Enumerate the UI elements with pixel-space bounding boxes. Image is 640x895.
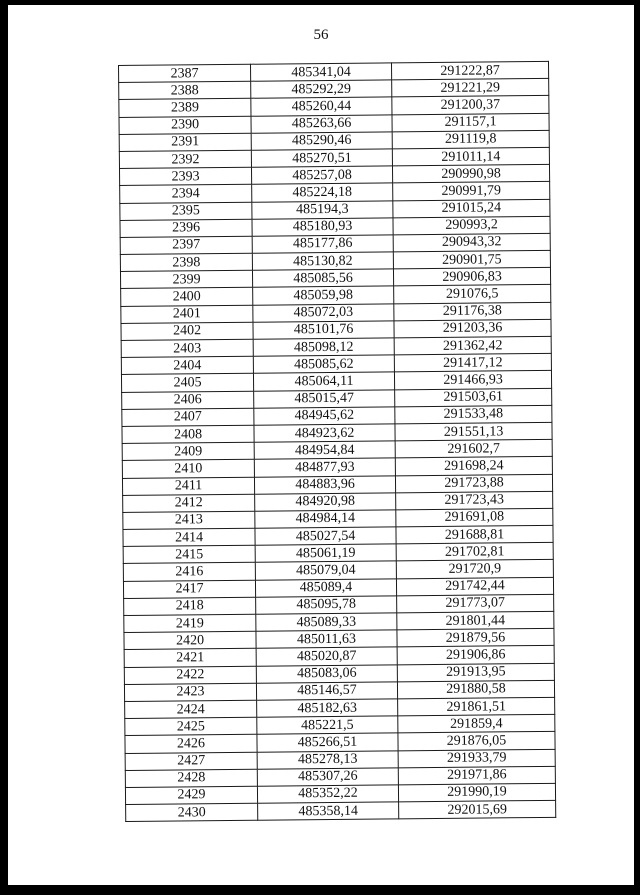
point-number-cell: 2398 bbox=[120, 253, 252, 271]
point-number-cell: 2402 bbox=[121, 322, 253, 340]
x-coordinate-cell: 484920,98 bbox=[255, 493, 396, 512]
point-number-cell: 2420 bbox=[124, 631, 256, 649]
x-coordinate-cell: 485182,63 bbox=[257, 699, 398, 718]
x-coordinate-cell: 485020,87 bbox=[256, 647, 397, 666]
point-number-cell: 2406 bbox=[122, 391, 254, 409]
point-number-cell: 2429 bbox=[125, 786, 257, 804]
y-coordinate-cell: 291723,43 bbox=[396, 491, 553, 510]
x-coordinate-cell: 485257,08 bbox=[251, 166, 392, 185]
point-number-cell: 2414 bbox=[123, 528, 255, 546]
point-number-cell: 2403 bbox=[121, 339, 253, 357]
y-coordinate-cell: 291933,79 bbox=[398, 749, 555, 768]
y-coordinate-cell: 291773,07 bbox=[397, 594, 554, 613]
y-coordinate-cell: 291698,24 bbox=[395, 457, 552, 476]
x-coordinate-cell: 485089,33 bbox=[256, 613, 397, 632]
point-number-cell: 2411 bbox=[122, 477, 254, 495]
y-coordinate-cell: 291906,86 bbox=[397, 646, 554, 665]
point-number-cell: 2418 bbox=[124, 597, 256, 615]
point-number-cell: 2405 bbox=[121, 374, 253, 392]
y-coordinate-cell: 291723,88 bbox=[395, 474, 552, 493]
x-coordinate-cell: 485061,19 bbox=[255, 544, 396, 563]
point-number-cell: 2426 bbox=[125, 735, 257, 753]
y-coordinate-cell: 291691,08 bbox=[396, 508, 553, 527]
point-number-cell: 2408 bbox=[122, 425, 254, 443]
point-number-cell: 2390 bbox=[119, 116, 251, 134]
y-coordinate-cell: 291119,8 bbox=[392, 130, 549, 149]
y-coordinate-cell: 291533,48 bbox=[395, 405, 552, 424]
y-coordinate-cell: 290991,79 bbox=[393, 182, 550, 201]
point-number-cell: 2421 bbox=[124, 649, 256, 667]
x-coordinate-cell: 485079,04 bbox=[255, 561, 396, 580]
y-coordinate-cell: 291880,58 bbox=[397, 680, 554, 699]
point-number-cell: 2407 bbox=[122, 408, 254, 426]
y-coordinate-cell: 291861,51 bbox=[398, 697, 555, 716]
point-number-cell: 2424 bbox=[125, 700, 257, 718]
point-number-cell: 2387 bbox=[119, 64, 251, 82]
x-coordinate-cell: 485177,86 bbox=[252, 235, 393, 254]
y-coordinate-cell: 290901,75 bbox=[393, 250, 550, 269]
y-coordinate-cell: 291015,24 bbox=[393, 199, 550, 218]
y-coordinate-cell: 291221,29 bbox=[392, 79, 549, 98]
point-number-cell: 2413 bbox=[123, 511, 255, 529]
point-number-cell: 2400 bbox=[121, 288, 253, 306]
x-coordinate-cell: 484984,14 bbox=[255, 510, 396, 529]
x-coordinate-cell: 485290,46 bbox=[251, 132, 392, 151]
point-number-cell: 2409 bbox=[122, 442, 254, 460]
point-number-cell: 2425 bbox=[125, 717, 257, 735]
page-number: 56 bbox=[313, 27, 329, 43]
coordinates-table-body bbox=[119, 61, 556, 821]
y-coordinate-cell: 291801,44 bbox=[397, 611, 554, 630]
point-number-cell: 2391 bbox=[119, 133, 251, 151]
point-number-cell: 2415 bbox=[123, 545, 255, 563]
x-coordinate-cell: 485278,13 bbox=[257, 750, 398, 769]
y-coordinate-cell: 291702,81 bbox=[396, 543, 553, 562]
x-coordinate-cell: 485266,51 bbox=[257, 733, 398, 752]
x-coordinate-cell: 485085,62 bbox=[253, 355, 394, 374]
x-coordinate-cell: 485260,44 bbox=[251, 97, 392, 116]
x-coordinate-cell: 485101,76 bbox=[253, 321, 394, 340]
y-coordinate-cell: 291913,95 bbox=[397, 663, 554, 682]
y-coordinate-cell: 291222,87 bbox=[391, 61, 548, 80]
y-coordinate-cell: 291362,42 bbox=[394, 336, 551, 355]
y-coordinate-cell: 291859,4 bbox=[398, 714, 555, 733]
point-number-cell: 2389 bbox=[119, 99, 251, 117]
point-number-cell: 2419 bbox=[124, 614, 256, 632]
point-number-cell: 2392 bbox=[119, 150, 251, 168]
x-coordinate-cell: 485015,47 bbox=[254, 389, 395, 408]
x-coordinate-cell: 484883,96 bbox=[254, 475, 395, 494]
y-coordinate-cell: 291203,36 bbox=[394, 319, 551, 338]
y-coordinate-cell: 291742,44 bbox=[396, 577, 553, 596]
point-number-cell: 2430 bbox=[126, 803, 258, 821]
y-coordinate-cell: 290906,83 bbox=[393, 268, 550, 287]
x-coordinate-cell: 485292,29 bbox=[251, 80, 392, 99]
x-coordinate-cell: 485095,78 bbox=[256, 596, 397, 615]
y-coordinate-cell: 291176,38 bbox=[394, 302, 551, 321]
x-coordinate-cell: 485307,26 bbox=[257, 768, 398, 787]
x-coordinate-cell: 485224,18 bbox=[252, 183, 393, 202]
x-coordinate-cell: 484877,93 bbox=[254, 458, 395, 477]
document-page bbox=[8, 5, 634, 885]
point-number-cell: 2401 bbox=[121, 305, 253, 323]
x-coordinate-cell: 485341,04 bbox=[250, 63, 391, 82]
x-coordinate-cell: 485180,93 bbox=[252, 218, 393, 237]
x-coordinate-cell: 485098,12 bbox=[253, 338, 394, 357]
y-coordinate-cell: 292015,69 bbox=[399, 800, 556, 819]
x-coordinate-cell: 485352,22 bbox=[257, 785, 398, 804]
point-number-cell: 2412 bbox=[123, 494, 255, 512]
x-coordinate-cell: 485146,57 bbox=[256, 682, 397, 701]
point-number-cell: 2427 bbox=[125, 752, 257, 770]
point-number-cell: 2416 bbox=[123, 563, 255, 581]
coordinates-table-wrapper bbox=[118, 61, 555, 822]
point-number-cell: 2395 bbox=[120, 202, 252, 220]
x-coordinate-cell: 485130,82 bbox=[252, 252, 393, 271]
x-coordinate-cell: 485059,98 bbox=[253, 286, 394, 305]
x-coordinate-cell: 485064,11 bbox=[253, 372, 394, 391]
y-coordinate-cell: 291990,19 bbox=[398, 783, 555, 802]
x-coordinate-cell: 485089,4 bbox=[255, 578, 396, 597]
y-coordinate-cell: 291011,14 bbox=[392, 147, 549, 166]
y-coordinate-cell: 291551,13 bbox=[395, 422, 552, 441]
y-coordinate-cell: 291879,56 bbox=[397, 629, 554, 648]
point-number-cell: 2394 bbox=[120, 185, 252, 203]
y-coordinate-cell: 291157,1 bbox=[392, 113, 549, 132]
y-coordinate-cell: 290943,32 bbox=[393, 233, 550, 252]
point-number-cell: 2410 bbox=[122, 460, 254, 478]
y-coordinate-cell: 291720,9 bbox=[396, 560, 553, 579]
point-number-cell: 2396 bbox=[120, 219, 252, 237]
y-coordinate-cell: 291971,86 bbox=[398, 766, 555, 785]
point-number-cell: 2399 bbox=[120, 270, 252, 288]
x-coordinate-cell: 485194,3 bbox=[252, 200, 393, 219]
x-coordinate-cell: 484923,62 bbox=[254, 424, 395, 443]
point-number-cell: 2404 bbox=[121, 356, 253, 374]
y-coordinate-cell: 291876,05 bbox=[398, 732, 555, 751]
y-coordinate-cell: 291466,93 bbox=[394, 371, 551, 390]
point-number-cell: 2417 bbox=[123, 580, 255, 598]
point-number-cell: 2393 bbox=[119, 167, 251, 185]
x-coordinate-cell: 485085,56 bbox=[252, 269, 393, 288]
point-number-cell: 2422 bbox=[124, 666, 256, 684]
x-coordinate-cell: 485270,51 bbox=[251, 149, 392, 168]
x-coordinate-cell: 485072,03 bbox=[253, 303, 394, 322]
y-coordinate-cell: 291503,61 bbox=[395, 388, 552, 407]
y-coordinate-cell: 291688,81 bbox=[396, 525, 553, 544]
y-coordinate-cell: 291417,12 bbox=[394, 354, 551, 373]
x-coordinate-cell: 485221,5 bbox=[257, 716, 398, 735]
x-coordinate-cell: 485083,06 bbox=[256, 664, 397, 683]
x-coordinate-cell: 485011,63 bbox=[256, 630, 397, 649]
point-number-cell: 2423 bbox=[124, 683, 256, 701]
x-coordinate-cell: 485358,14 bbox=[258, 802, 399, 821]
y-coordinate-cell: 291602,7 bbox=[395, 439, 552, 458]
y-coordinate-cell: 291200,37 bbox=[392, 96, 549, 115]
coordinates-table bbox=[118, 61, 556, 822]
point-number-cell: 2388 bbox=[119, 81, 251, 99]
y-coordinate-cell: 291076,5 bbox=[394, 285, 551, 304]
x-coordinate-cell: 485263,66 bbox=[251, 114, 392, 133]
x-coordinate-cell: 484954,84 bbox=[254, 441, 395, 460]
y-coordinate-cell: 290990,98 bbox=[392, 164, 549, 183]
x-coordinate-cell: 485027,54 bbox=[255, 527, 396, 546]
point-number-cell: 2397 bbox=[120, 236, 252, 254]
y-coordinate-cell: 290993,2 bbox=[393, 216, 550, 235]
table-row bbox=[126, 800, 556, 821]
x-coordinate-cell: 484945,62 bbox=[254, 407, 395, 426]
point-number-cell: 2428 bbox=[125, 769, 257, 787]
